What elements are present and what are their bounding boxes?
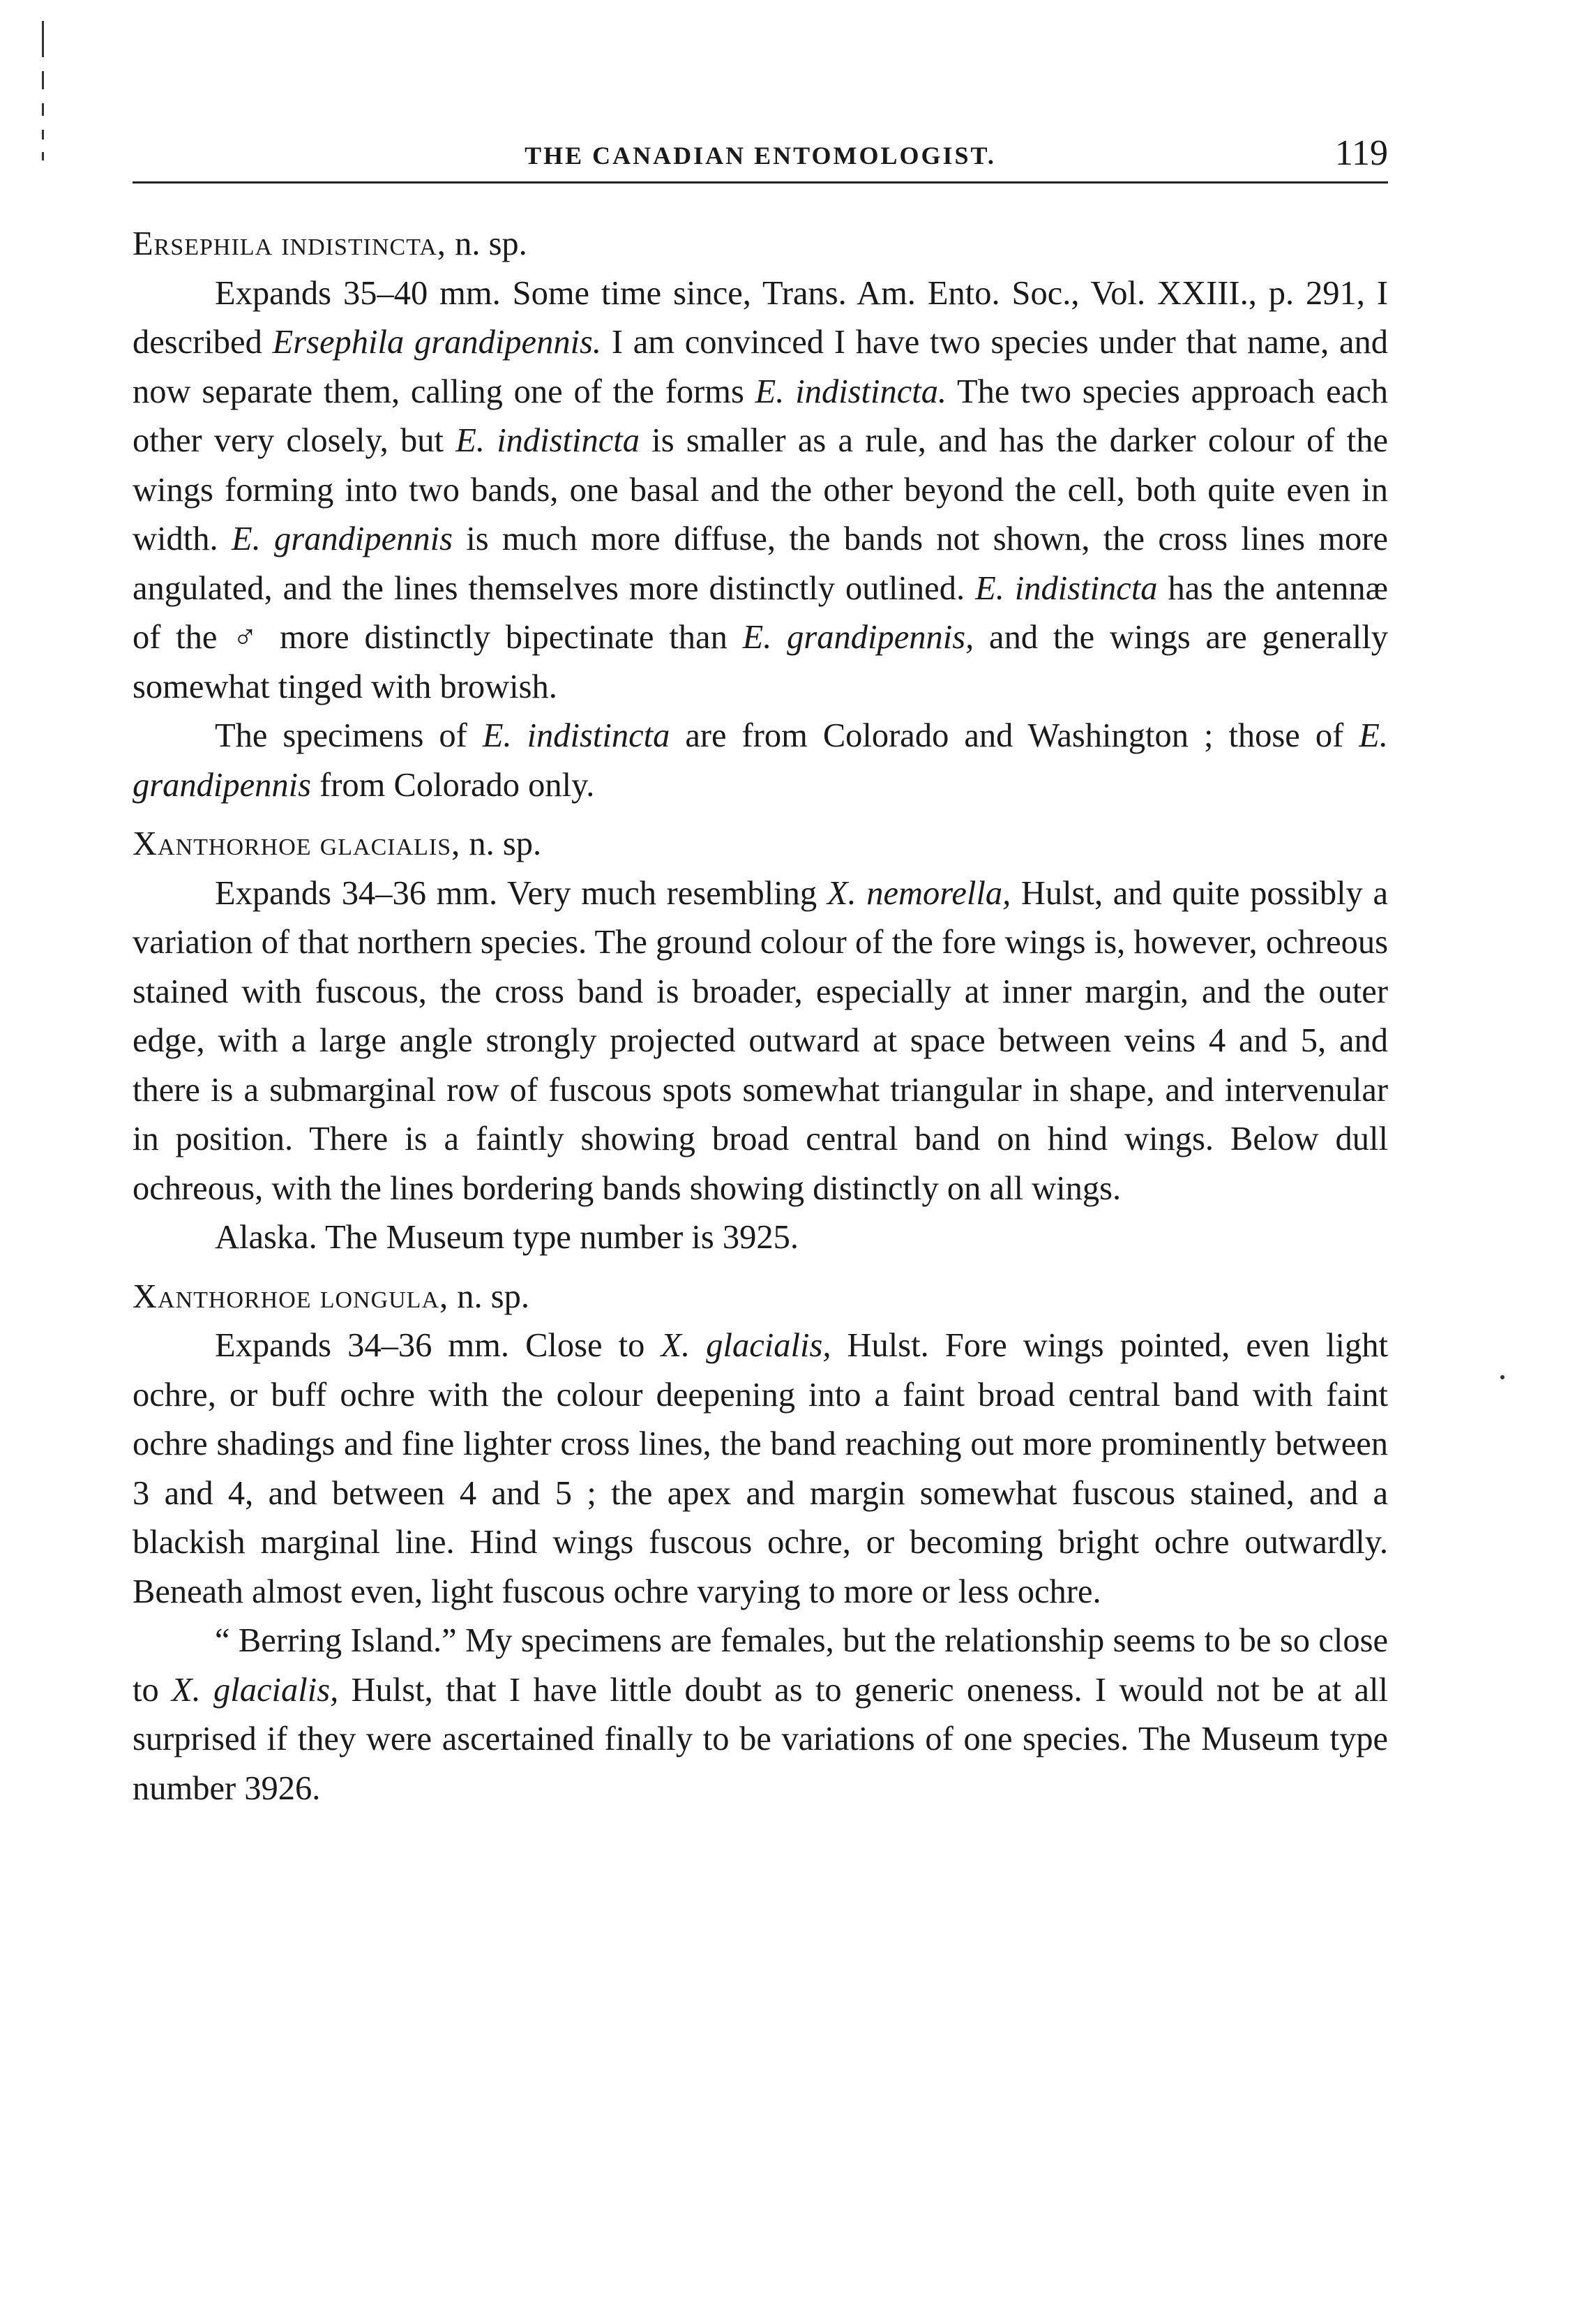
description-paragraph bbox=[133, 1321, 1388, 1617]
text-run: Expands 35–40 mm. Some time since, Trans. Am. Ento. Soc., Vol. XXIII., p. 291, I described bbox=[133, 274, 1388, 361]
text-run: and the wings are generally somewhat tinged with browish. bbox=[133, 619, 1388, 705]
text-run: Hulst. Fore wings pointed, even light ochre, or buff ochre with the colour deepening into a faint broad central band with faint ochre shadings and fine lighter cross lines, the band reaching out more prominently between 3 and 4, and between 4 and 5 ; the apex and margin somewhat fuscous stained, and a blackish marginal line. Hind wings fuscous ochre, or becoming bright ochre outwardly. Beneath almost even, light fuscous ochre varying to more or less ochre. bbox=[133, 1327, 1388, 1610]
description-paragraph bbox=[133, 1617, 1388, 1813]
text-run: “ Berring Island.” My specimens are females, but the relationship seems to be so close to bbox=[133, 1622, 1388, 1709]
italic-taxon: E. indistincta. bbox=[755, 373, 947, 410]
text-run: The specimens of bbox=[215, 717, 483, 754]
stray-dot bbox=[1500, 1375, 1505, 1379]
text-run: Expands 34–36 mm. Close to bbox=[215, 1327, 661, 1364]
text-run: Hulst, and quite possibly a variation of that northern species. The ground colour of the fore wings is, however, ochreous stained with fuscous, the cross band is broader, especially at inner margin, and the outer edge, with a large angle strongly projected outward at space between veins 4 and 5, and there is a submarginal row of fuscous spots somewhat triangular in shape, and intervenular in position. There is a faintly showing broad central band on hind wings. Below dull ochreous, with the lines bordering bands showing distinctly on all wings. bbox=[133, 874, 1389, 1207]
italic-taxon: X. nemorella, bbox=[827, 874, 1011, 912]
new-species-mark: n. sp. bbox=[455, 225, 527, 262]
description-paragraph bbox=[133, 1213, 1388, 1263]
new-species-mark: n. sp. bbox=[469, 825, 542, 862]
species-section bbox=[133, 1273, 1388, 1814]
species-heading bbox=[133, 820, 1388, 869]
species-section bbox=[133, 820, 1388, 1263]
document-page bbox=[133, 133, 1388, 1813]
species-name: indistincta, bbox=[281, 225, 446, 262]
genus-name: Ersephila bbox=[133, 225, 273, 262]
text-run: from Colorado only. bbox=[310, 766, 595, 804]
italic-taxon: X. glacialis, bbox=[172, 1671, 339, 1709]
italic-taxon: E. indistincta bbox=[482, 717, 670, 754]
binding-marks bbox=[42, 21, 47, 167]
text-run: Alaska. The Museum type number is 3925. bbox=[215, 1219, 799, 1256]
description-paragraph bbox=[133, 869, 1388, 1214]
italic-taxon: E. indistincta bbox=[975, 569, 1158, 607]
italic-taxon: X. glacialis, bbox=[661, 1327, 831, 1364]
species-heading bbox=[133, 1273, 1388, 1322]
page-number: 119 bbox=[1334, 133, 1388, 173]
italic-taxon: E. grandipennis, bbox=[742, 619, 974, 656]
italic-taxon: E. grandipennis bbox=[133, 717, 1388, 804]
page-header bbox=[133, 133, 1388, 183]
text-run: is much more diffuse, the bands not shown, the cross lines more angulated, and the lines themselves more distinctly outlined. bbox=[133, 520, 1388, 607]
article-body bbox=[133, 220, 1388, 1813]
species-name: glacialis, bbox=[319, 825, 461, 862]
text-run: The two species approach each other very closely, but bbox=[133, 373, 1388, 459]
new-species-mark: n. sp. bbox=[457, 1277, 529, 1315]
text-run: has the antennæ of the ♂ more distinctly bipectinate than bbox=[133, 569, 1389, 656]
description-paragraph bbox=[133, 712, 1388, 810]
running-title: THE CANADIAN ENTOMOLOGIST. bbox=[525, 142, 996, 170]
italic-taxon: Ersephila grandipennis. bbox=[272, 324, 602, 361]
italic-taxon: E. indistincta bbox=[455, 422, 640, 459]
text-run: are from Colorado and Washington ; those of bbox=[670, 717, 1359, 754]
species-name: longula, bbox=[319, 1277, 449, 1315]
text-run: is smaller as a rule, and has the darker colour of the wings forming into two bands, one basal and the other beyond the cell, both quite even in width. bbox=[133, 422, 1388, 557]
text-run: I am convinced I have two species under that name, and now separate them, calling one of the forms bbox=[133, 324, 1388, 410]
species-heading bbox=[133, 220, 1388, 269]
italic-taxon: E. grandipennis bbox=[231, 520, 453, 557]
genus-name: Xanthorhoe bbox=[133, 825, 312, 862]
genus-name: Xanthorhoe bbox=[133, 1277, 312, 1315]
species-section bbox=[133, 220, 1388, 810]
text-run: Expands 34–36 mm. Very much resembling bbox=[215, 874, 827, 912]
text-run: Hulst, that I have little doubt as to generic oneness. I would not be at all surprised if they were ascertained finally to be variations of one species. The Museum type number 3926. bbox=[133, 1671, 1388, 1807]
description-paragraph bbox=[133, 269, 1388, 712]
